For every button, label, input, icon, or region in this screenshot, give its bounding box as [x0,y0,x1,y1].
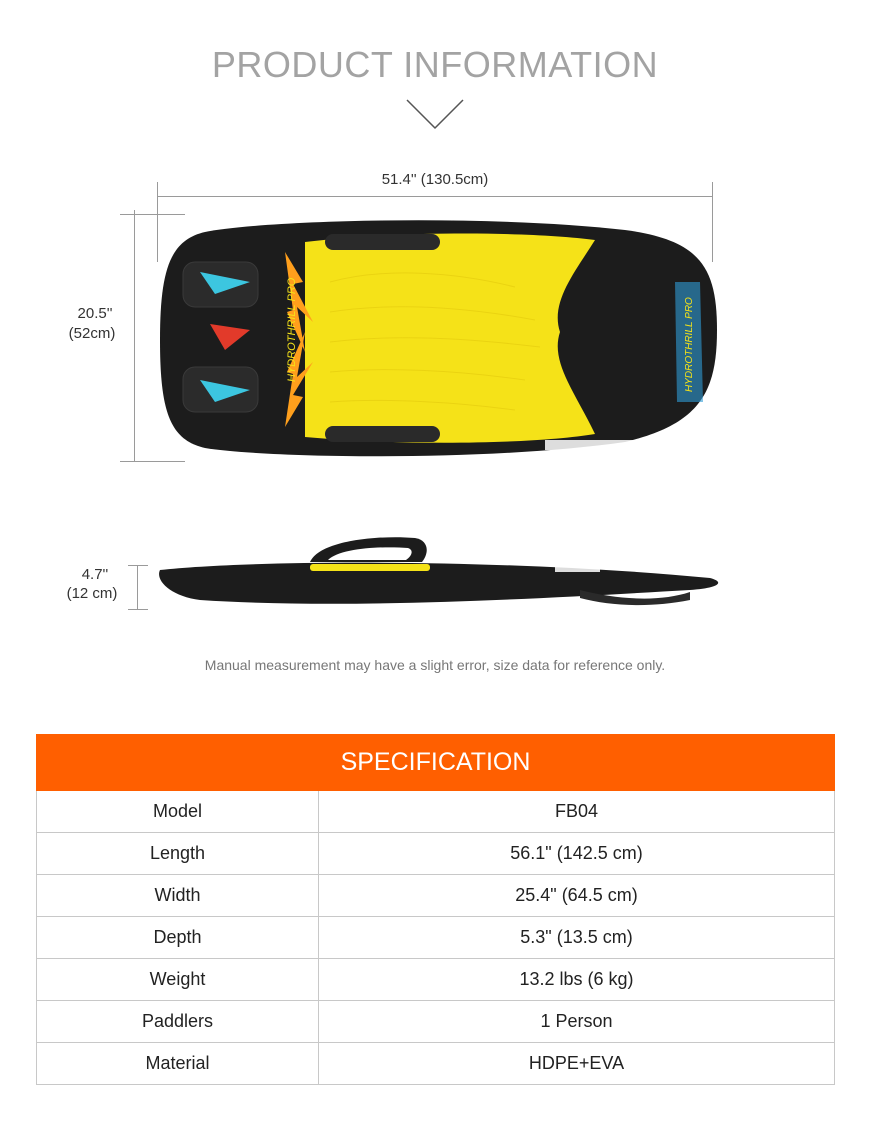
board-brand-text: HYDROTHRILL PRO [286,277,298,382]
board-top-view [155,212,720,467]
table-row [36,1001,835,1043]
width-guide-line [134,210,135,462]
spec-label: Weight [37,959,319,1000]
spec-label: Length [37,833,319,874]
table-row [36,1043,835,1085]
height-label-cm: (12 cm) [66,585,118,602]
table-row [36,917,835,959]
table-row [36,791,835,833]
length-label: 51.4'' (130.5cm) [381,171,489,188]
board-brand-text-tail: HYDROTHRILL PRO [684,297,695,392]
spec-value: 25.4" (64.5 cm) [515,885,638,905]
page-title: PRODUCT INFORMATION [211,44,659,85]
width-label-cm: (52cm) [68,325,116,342]
spec-value: FB04 [554,801,599,821]
spec-label: Depth [37,917,319,958]
spec-label: Width [37,875,319,916]
spec-label: Paddlers [37,1001,319,1042]
spec-value: HDPE+EVA [528,1053,625,1073]
table-row [36,833,835,875]
spec-value: 1 Person [540,1011,613,1031]
spec-title: SPECIFICATION [36,734,835,791]
length-guide-line [157,196,713,197]
spec-value: 56.1" (142.5 cm) [510,843,643,863]
spec-value: 5.3" (13.5 cm) [520,927,633,947]
spec-label: Material [37,1043,319,1084]
spec-label: Model [37,791,319,832]
measurement-note: Manual measurement may have a slight error, size data for reference only. [204,657,666,673]
height-label-in: 4.7'' [81,566,109,583]
spec-value: 13.2 lbs (6 kg) [519,969,634,989]
height-guide-bottom [128,609,148,610]
table-row [36,875,835,917]
board-side-view [150,530,725,610]
height-guide-line [137,565,138,610]
chevron-down-icon [405,98,465,132]
width-label-in: 20.5'' [77,305,113,322]
table-row [36,959,835,1001]
